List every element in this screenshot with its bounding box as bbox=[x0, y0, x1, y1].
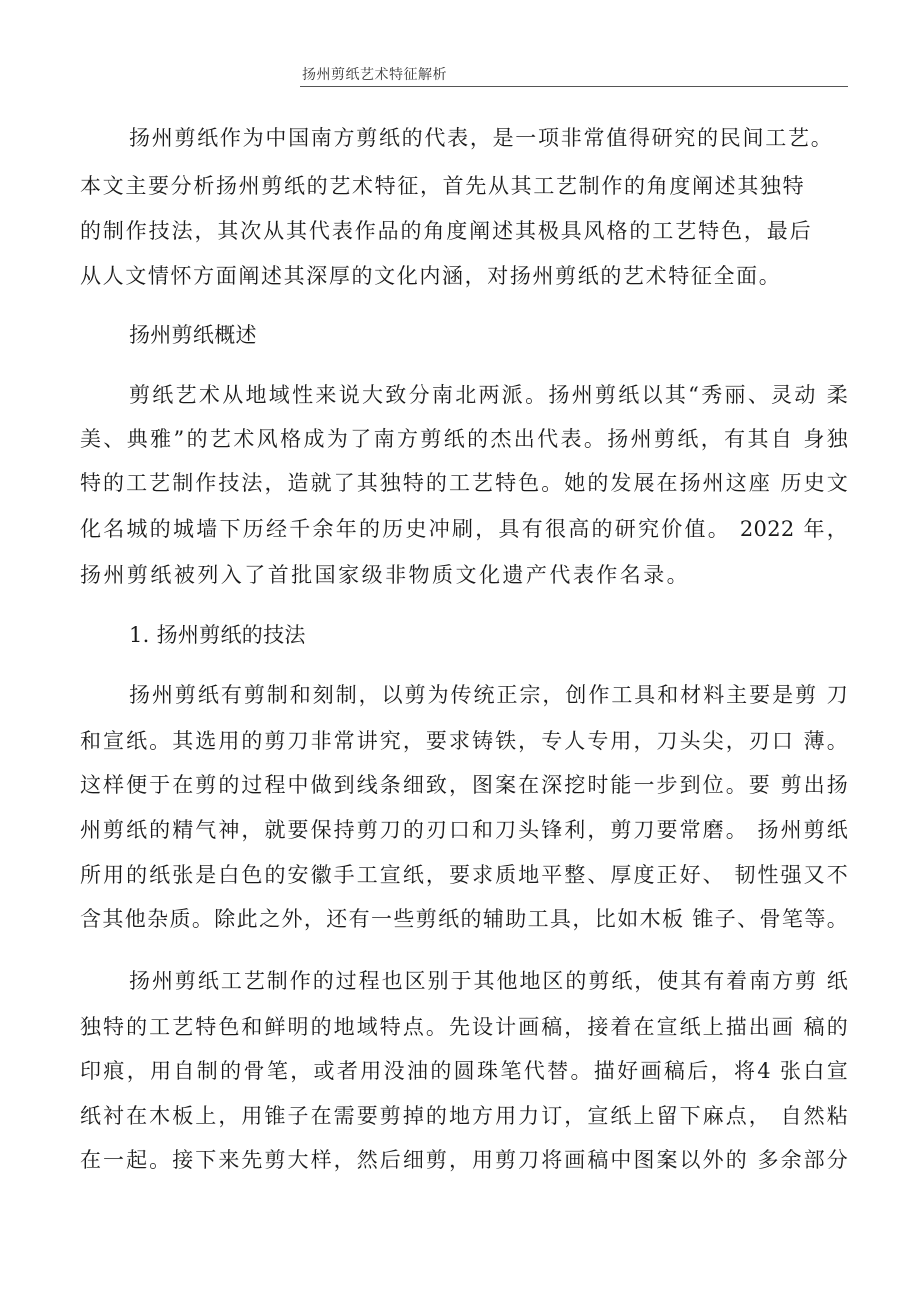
body-line: 在一起。接下来先剪大样，然后细剪，用剪刀将画稿中图案以外的 多余部分 bbox=[80, 1148, 848, 1172]
body-line: 纸衬在木板上，用锥子在需要剪掉的地方用力订，宣纸上留下麻点， 自然粘 bbox=[80, 1104, 848, 1128]
body-line: 和宣纸。其选用的剪刀非常讲究，要求铸铁，专人专用，刀头尖，刃口 薄。 bbox=[80, 729, 848, 753]
body-line: 州剪纸的精气神，就要保持剪刀的刃口和刀头锋利，剪刀要常磨。 扬州剪纸 bbox=[80, 818, 848, 842]
body-line: 印痕，用自制的骨笔，或者用没油的圆珠笔代替。描好画稿后，将4 张白宣 bbox=[80, 1059, 848, 1083]
body-line: 扬州剪纸工艺制作的过程也区别于其他地区的剪纸，使其有着南方剪 纸 bbox=[129, 969, 848, 993]
body-line: 化名城的城墙下历经千余年的历史冲刷，具有很高的研究价值。 2022 年， bbox=[80, 517, 848, 541]
body-line: 扬州剪纸作为中国南方剪纸的代表，是一项非常值得研究的民间工艺。 bbox=[129, 126, 832, 150]
body-line: 美、典雅”的艺术风格成为了南方剪纸的杰出代表。扬州剪纸，有其自 身独 bbox=[80, 427, 848, 451]
body-line: 含其他杂质。除此之外，还有一些剪纸的辅助工具，比如木板 锥子、骨笔等。 bbox=[80, 907, 848, 931]
body-line: 独特的工艺特色和鲜明的地域特点。先设计画稿，接着在宣纸上描出画 稿的 bbox=[80, 1015, 848, 1039]
body-line: 这样便于在剪的过程中做到线条细致，图案在深挖时能一步到位。要 剪出扬 bbox=[80, 773, 848, 797]
body-line: 扬州剪纸有剪制和刻制，以剪为传统正宗，创作工具和材料主要是剪 刀 bbox=[129, 683, 848, 707]
page-header bbox=[300, 62, 848, 87]
body-line: 的制作技法，其次从其代表作品的角度阐述其极具风格的工艺特色，最后 bbox=[80, 219, 811, 243]
body-line: 剪纸艺术从地域性来说大致分南北两派。扬州剪纸以其“秀丽、灵动 柔 bbox=[129, 383, 848, 407]
body-line: 本文主要分析扬州剪纸的艺术特征，首先从其工艺制作的角度阐述其独特 bbox=[80, 174, 804, 198]
section-heading: 1. 扬州剪纸的技法 bbox=[129, 623, 306, 647]
section-heading: 扬州剪纸概述 bbox=[129, 323, 257, 347]
body-line: 所用的纸张是白色的安徽手工宣纸，要求质地平整、厚度正好、 韧性强又不 bbox=[80, 863, 848, 887]
body-line: 扬州剪纸被列入了首批国家级非物质文化遗产代表作名录。 bbox=[80, 563, 688, 587]
body-line: 特的工艺制作技法，造就了其独特的工艺特色。她的发展在扬州这座 历史文 bbox=[80, 471, 848, 495]
body-line: 从人文情怀方面阐述其深厚的文化内涵，对扬州剪纸的艺术特征全面。 bbox=[80, 264, 780, 288]
header-title: 扬州剪纸艺术特征解析 bbox=[302, 67, 447, 83]
